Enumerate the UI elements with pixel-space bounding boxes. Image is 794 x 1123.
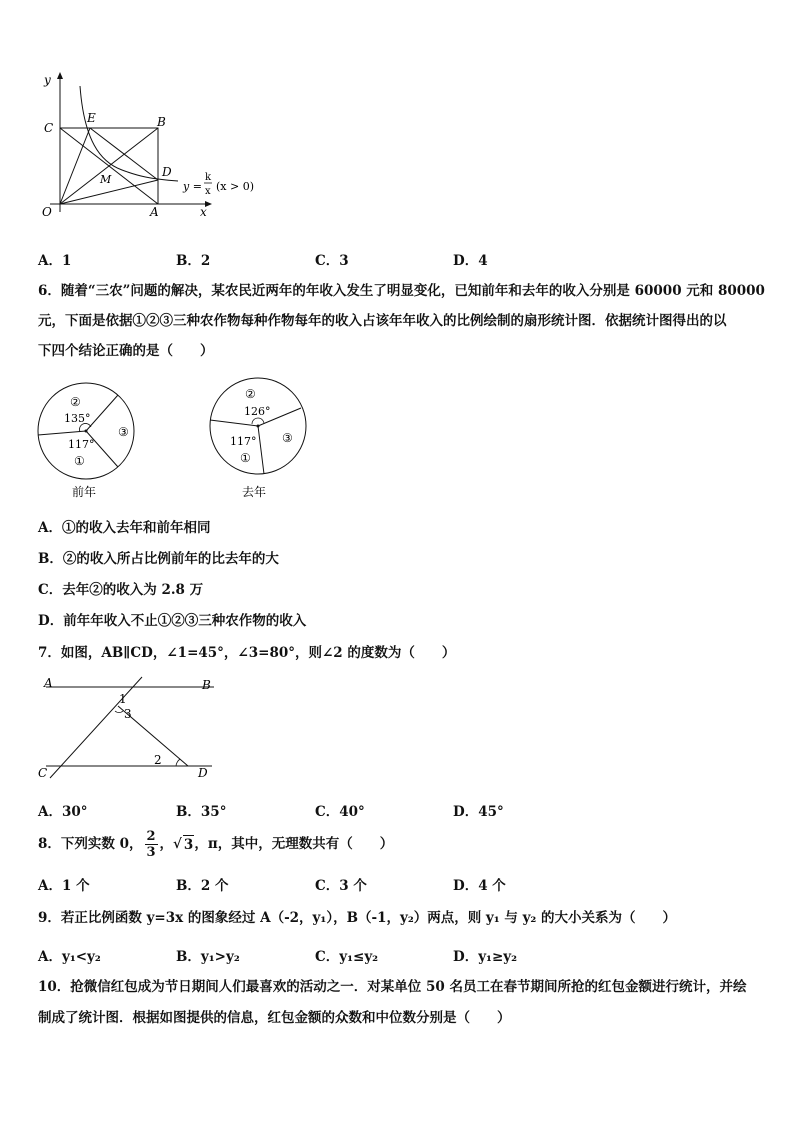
label-d: D (162, 165, 172, 179)
q10-stem-line1: 10．抢微信红包成为节日期间人们最喜欢的活动之一．对某单位 50 名员工在春节期间所抢的红包金额进行统计，并绘 (38, 979, 747, 995)
q5-option-b: B．2 (176, 253, 211, 269)
q7-option-d: D．45° (453, 804, 504, 820)
q6-option-a: A．①的收入去年和前年相同 (38, 520, 211, 536)
transversal (50, 677, 142, 778)
formula-num: k (205, 172, 212, 183)
q8-sqrt-value: 3 (183, 836, 194, 853)
q5-figure (30, 70, 270, 230)
pie-last-label-2: ② (245, 387, 256, 401)
q6-stem-line1: 6．随着“三农”问题的解决，某农民近两年的年收入发生了明显变化，已知前年和去年的收入分别是 60000 元和 80000 (38, 283, 765, 299)
pie-last-angle-117: 117° (230, 435, 257, 448)
formula-lhs: y = (183, 180, 202, 193)
pie-last-radius-3 (258, 426, 264, 474)
q10-stem-line2: 制成了统计图．根据如图提供的信息，红包金额的众数和中位数分别是（ ） (38, 1010, 511, 1026)
label-a: A (150, 205, 159, 219)
y-axis-arrow (57, 72, 63, 79)
label-x: x (200, 205, 207, 219)
label-angle-1: 1 (119, 692, 127, 706)
pie-prev-label-1: ① (74, 454, 85, 468)
q9-option-d: D．y₁≥y₂ (453, 949, 518, 965)
label-d-q7: D (198, 766, 208, 780)
label-c: C (44, 121, 54, 135)
q9-option-c: C．y₁≤y₂ (315, 949, 379, 965)
label-angle-2: 2 (154, 753, 162, 767)
pie-prev-radius-1 (38, 431, 86, 435)
q6-stem-line2: 元，下面是依据①②③三种农作物每种作物每年的收入占该年年收入的比例绘制的扇形统计图．依据统计图得出的以 (38, 313, 727, 329)
q7-option-c: C．40° (315, 804, 365, 820)
label-b: B (157, 115, 166, 129)
q7-stem: 7．如图，AB∥CD，∠1=45°，∠3=80°，则∠2 的度数为（ ） (38, 645, 456, 661)
q9-option-a: A．y₁<y₂ (38, 949, 101, 965)
q9-option-b: B．y₁>y₂ (176, 949, 240, 965)
q8-stem-part-b: ，π，其中，无理数共有（ ） (194, 836, 394, 852)
pie-prev-center (85, 430, 88, 433)
pie-prev-angle-135: 135° (64, 412, 91, 425)
label-e: E (87, 111, 96, 125)
label-angle-3: 3 (124, 707, 132, 721)
q7-figure (36, 674, 226, 786)
label-b-q7: B (202, 678, 211, 692)
pie-prev-radius-2 (86, 395, 118, 431)
pie-prev-label-3: ③ (118, 425, 129, 439)
angle-2-arc (176, 759, 180, 766)
q5-option-c: C．3 (315, 253, 349, 269)
q8-fraction-numerator: 2 (146, 828, 156, 844)
label-y: y (44, 73, 51, 87)
q8-fraction (145, 829, 158, 860)
pie-prev-caption: 前年 (72, 485, 97, 499)
q8-option-b: B．2 个 (176, 878, 229, 894)
q6-option-d: D．前年年收入不止①②③三种农作物的收入 (38, 613, 307, 629)
pie-last-angle-126: 126° (244, 405, 271, 418)
q7-option-a: A．30° (38, 804, 88, 820)
q8-sqrt-sign: √ (173, 836, 182, 852)
pie-chart-prev-year (36, 378, 146, 508)
q8-option-a: A．1 个 (38, 878, 90, 894)
q6-option-b: B．②的收入所占比例前年的比去年的大 (38, 551, 279, 567)
pie-last-label-3: ③ (282, 431, 293, 445)
label-c-q7: C (38, 766, 48, 780)
q8-stem-part-a: 8．下列实数 0， (38, 836, 143, 852)
label-o: O (42, 205, 52, 219)
pie-prev-angle-117: 117° (68, 438, 95, 451)
q8-option-c: C．3 个 (315, 878, 367, 894)
q9-stem: 9．若正比例函数 y=3x 的图象经过 A（-2，y₁），B（-1，y₂）两点，则 y₁ 与 y₂ 的大小关系为（ ） (38, 910, 677, 926)
q5-option-a: A．1 (38, 253, 72, 269)
pie-last-radius-1 (210, 420, 258, 426)
angle-3-arc (115, 711, 123, 713)
q8-option-d: D．4 个 (453, 878, 506, 894)
pie-last-label-1: ① (240, 451, 251, 465)
q8-stem (38, 826, 393, 862)
formula-den: x (205, 186, 211, 197)
label-m: M (100, 173, 112, 186)
label-a-q7: A (44, 676, 53, 690)
pie-last-caption: 去年 (242, 485, 267, 499)
pie-last-angle-arc (252, 418, 264, 424)
pie-prev-label-2: ② (70, 395, 81, 409)
q8-fraction-denominator: 3 (146, 844, 156, 860)
q6-option-c: C．去年②的收入为 2.8 万 (38, 582, 204, 598)
pie-last-center (257, 425, 260, 428)
q5-option-d: D．4 (453, 253, 488, 269)
q7-option-b: B．35° (176, 804, 227, 820)
formula-cond: (x > 0) (216, 180, 254, 193)
q8-separator: ， (159, 836, 174, 852)
q6-stem-line3: 下四个结论正确的是（ ） (38, 343, 214, 359)
pie-chart-last-year (208, 378, 318, 508)
